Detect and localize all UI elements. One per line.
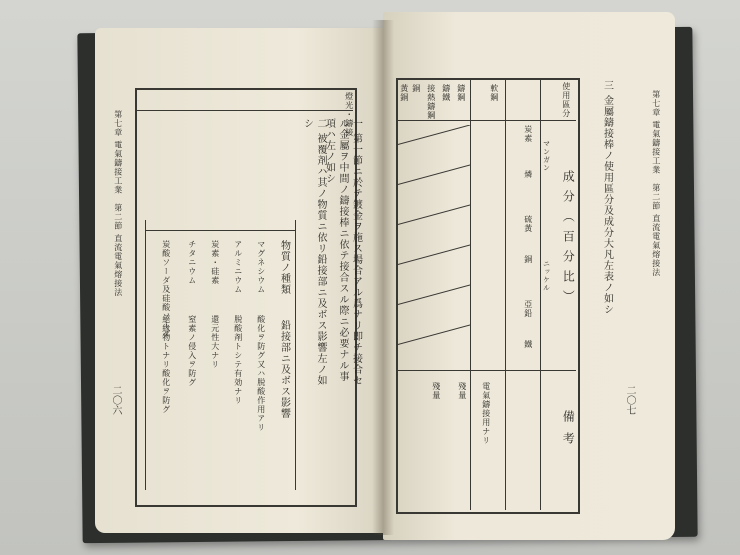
left-header-rule	[135, 110, 353, 111]
row-label: 鑄鐵	[441, 84, 451, 102]
right-page-number: 二〇七	[624, 385, 635, 415]
table-row-material: 炭酸ソーダ及硅酸ソーダ	[161, 240, 171, 339]
col-header-remarks: 備考	[561, 410, 576, 454]
row-label: 軟鋼	[489, 84, 499, 102]
left-page-number: 二〇六	[110, 385, 121, 415]
element-header: 硫黃	[523, 215, 533, 233]
table-row-material: チタニウム	[187, 240, 197, 285]
comp-table-col-rule	[505, 78, 506, 510]
remark-text: 殘量	[457, 382, 467, 400]
comp-table-remarks-rule	[396, 370, 576, 371]
table-row-material: マグネシウム	[256, 240, 266, 294]
col-header-composition: 成分（百分比）	[561, 170, 576, 310]
table-header-effect: 鉛接部ニ及ボス影響	[278, 320, 290, 419]
row-label: 鑄鋼	[456, 84, 466, 102]
element-header: ニッケル	[542, 260, 551, 292]
col-header-usage: 使用區分	[561, 82, 571, 118]
element-header: 亞鉛	[523, 300, 533, 318]
left-item-2: 二 被覆剤ハ其ノ物質ニ依リ鉛接部ニ及ボス影響左ノ如シ	[301, 118, 326, 387]
table-row-effect: 酸化ヲ防グ又ハ脱酸作用アリ	[256, 315, 266, 432]
book-gutter	[372, 20, 394, 535]
comp-table-header-rule	[396, 120, 576, 121]
table-row-effect: 脱酸剤トシテ有効ナリ	[233, 315, 243, 405]
left-running-head: 第七章 電氣鑄接工業 第二節 直流電氣熔接法	[113, 110, 123, 298]
left-item-1: 一 第一節ニ於テ鍍金ヲ施ス場合アル爲ナリ即チ接合セル金屬ヲ中間ノ鑄接棒ニ依テ接合スル際ニ必要ナル事項ハ左ノ如シ	[323, 118, 362, 387]
row-label: 銅	[411, 84, 421, 93]
section-title: 三 金屬鑄接棒ノ使用區分及成分大凡左表ノ如シ	[601, 80, 613, 316]
element-header: 燐	[523, 170, 533, 179]
table-rule-left	[145, 220, 146, 490]
table-row-effect: 窒素ノ侵入ヲ防グ	[187, 315, 197, 387]
remark-text: 殘量	[431, 382, 441, 400]
table-diagonal-rules	[396, 125, 470, 365]
table-row-effect: 絕緣物トナリ酸化ヲ防グ	[161, 315, 171, 414]
element-header: 銅	[523, 255, 533, 264]
left-header-box: 燈光・鑄接	[344, 92, 354, 137]
table-row-material: アルミニウム	[233, 240, 243, 294]
right-running-head: 第七章 電氣鑄接工業 第二節 直流電氣熔接法	[651, 90, 661, 278]
table-row-effect: 還元性大ナリ	[210, 315, 220, 369]
comp-table-col-rule	[470, 78, 471, 510]
table-row-material: 炭素・硅素	[210, 240, 220, 285]
remark-text: 電氣鑄接用ナリ	[481, 382, 491, 445]
table-header-material: 物質ノ種類	[278, 240, 290, 295]
element-header: 炭素	[523, 125, 533, 143]
element-header: マンガン	[542, 140, 551, 172]
row-label: 接熱鑄鋼	[426, 84, 436, 120]
table-rule-right	[295, 220, 296, 490]
row-label: 黃銅	[399, 84, 409, 102]
element-header: 鐵	[523, 340, 533, 349]
table-rule-top	[145, 230, 295, 231]
